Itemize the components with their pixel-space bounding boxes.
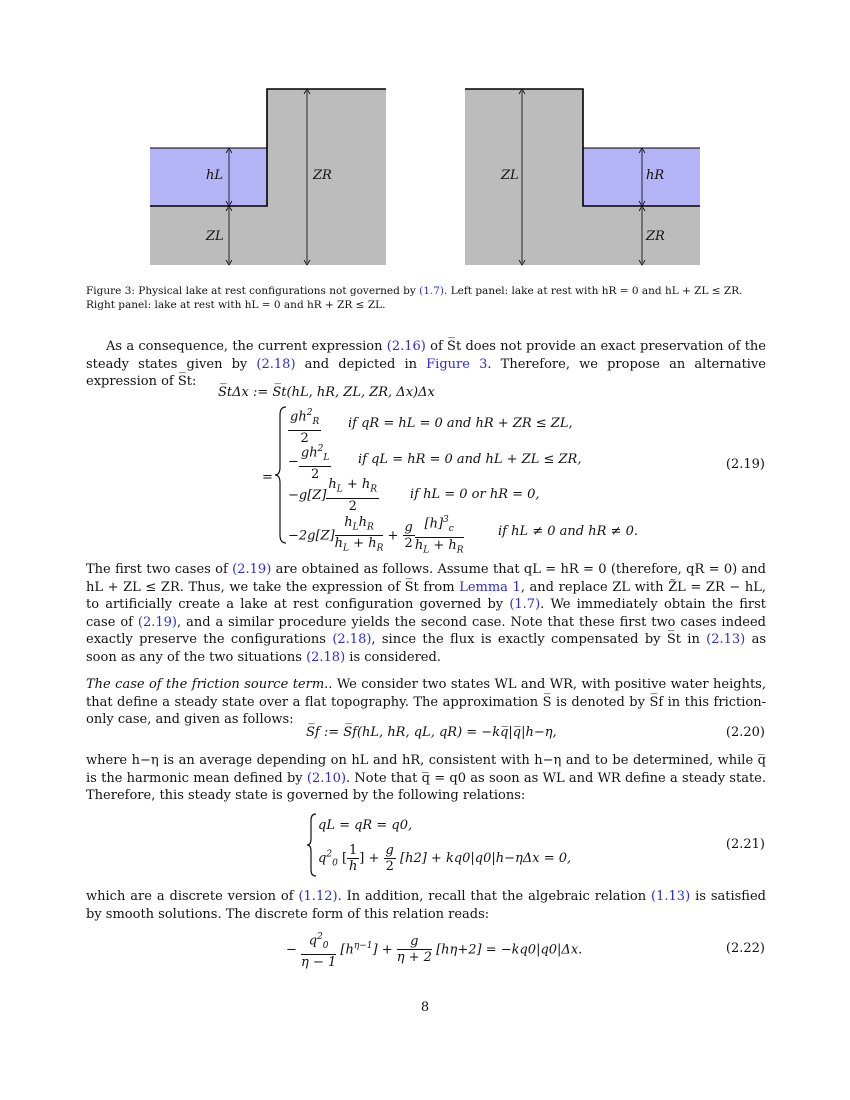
eq220-number: (2.20) [725,725,765,740]
eq219-case2-expr: − $\frac{gh^2_L}{2}$ [288,444,330,482]
caption-ref-link[interactable]: (1.7) [419,285,445,297]
ref-link[interactable]: (2.18) [306,649,346,665]
paragraph-4: where h−η is an average depending on hL and hR, consistent with h−η and to be determined, while q̅ is the harmonic mean defined by (2.10). Note that q̅ = q0 as soon as WL and WR define a steady state. Therefore, this steady state is governed by the following relations: [86,753,766,803]
section-heading: The case of the friction source term. [86,677,329,692]
ref-link[interactable]: (2.18) [332,632,372,647]
ref-link[interactable]: (2.19) [137,614,177,630]
left-panel [150,89,386,265]
lemma-link[interactable]: Lemma 1 [459,579,521,595]
eq220-expr: S̅f := S̅f(hL, hR, qL, qR) = −kq̅|q̅|h−η, [306,725,557,740]
ref-link[interactable]: (1.12) [298,889,338,904]
figure-3 [0,0,850,280]
eq219-brace [274,405,288,545]
eq222-number: (2.22) [725,941,765,956]
eq219-case2-cond: if qL = hR = 0 and hL + ZL ≤ ZR, [358,452,582,467]
eq219-case3-expr: −g[Z] $\frac{h_L + h_R}{2}$ [288,477,378,514]
eq219-case3-cond: if hL = 0 or hR = 0, [410,487,540,502]
ref-link[interactable]: (1.13) [651,889,691,904]
figure-link[interactable]: Figure 3 [426,356,488,372]
ref-link[interactable]: (2.16) [386,339,426,354]
eq219-number: (2.19) [725,457,765,472]
eq219-case4-cond: if hL ≠ 0 and hR ≠ 0. [498,524,638,539]
eq219-equals: = [262,470,273,485]
right-label-water: hR [646,168,665,183]
ref-link[interactable]: (1.7) [509,597,541,612]
right-label-step: ZL [501,168,519,183]
eq222-expr: − $\frac{q^2_0}{\eta - 1}$ $[h^{\eta-1}]$ + $\frac{g}{\eta + 2}$ [hη+2] = −kq0|q0|Δx. [286,932,583,970]
right-label-bottom: ZR [646,229,665,244]
paragraph-3: The case of the friction source term.. We consider two states WL and WR, with positive water heights, that define a steady state over a flat topography. The approximation S̅ is denoted by S̅f in this friction-only case, and given as follows: [86,677,766,727]
eq221-line2: $q^2_0$ [ $\frac{1}{h}$ ] + $\frac{g}{2}$ [h2] + kq0|q0|h−ηΔx = 0, [318,843,572,874]
eq219-lhs: S̅tΔx := S̅t(hL, hR, ZL, ZR, Δx)Δx [218,385,435,400]
paragraph-5: which are a discrete version of (1.12). In addition, recall that the algebraic relation (1.13) is satisfied by smooth solutions. The discrete form of this relation reads: [86,889,766,922]
eq221-brace [306,812,318,878]
eq219-case1-expr: $\frac{gh^2_R}{2}$ [290,408,320,446]
page-number: 8 [420,1000,430,1015]
eq219-case4-expr: −2g[Z] $\frac{h_Lh_R}{h_L + h_R}$ + $\frac{g}{2}$ $\frac{[h]^3_c}{h_L + h_R}$ [288,514,464,556]
figure-caption: Figure 3: Physical lake at rest configurations not governed by (1.7). Left panel: lake at rest with hR = 0 and hL + ZL ≤ ZR. Right panel: lake at rest with hL = 0 and hR + ZR ≤ ZL. [86,285,743,311]
left-label-step: ZR [313,168,332,183]
ref-link[interactable]: (2.10) [306,770,347,786]
right-water [583,148,700,206]
left-label-water: hL [206,168,224,183]
ref-link[interactable]: (2.19) [232,562,272,577]
paragraph-1: As a consequence, the current expression (2.16) of S̅t does not provide an exact preservation of the steady states given by (2.18) and depicted in Figure 3. Therefore, we propose an alternative expression of S̅t: [86,339,766,389]
paragraph-2: The first two cases of (2.19) are obtained as follows. Assume that qL = hR = 0 (therefore, qR = 0) and hL + ZL ≤ ZR. Thus, we take the expression of S̅t from Lemma 1, and replace ZL with Z̃L = ZR − hL, to artificially create a lake at rest configuration governed by (1.7). We immediately obtain the first case of (2.19), and a similar procedure yields the second case. Note that these first two cases indeed exactly preserve the configurations (2.18), since the flux is exactly compensated by S̅t in (2.13) as soon as any of the two situations (2.18) is considered. [86,562,767,665]
right-ground-low [583,206,700,265]
ref-link[interactable]: (2.18) [256,356,296,372]
left-label-bottom: ZL [206,229,224,244]
right-step [465,89,583,265]
eq221-number: (2.21) [725,837,765,852]
ref-link[interactable]: (2.13) [706,632,746,647]
eq221-line1: qL = qR = q0, [318,818,413,833]
eq219-case1-cond: if qR = hL = 0 and hR + ZR ≤ ZL, [348,416,573,431]
